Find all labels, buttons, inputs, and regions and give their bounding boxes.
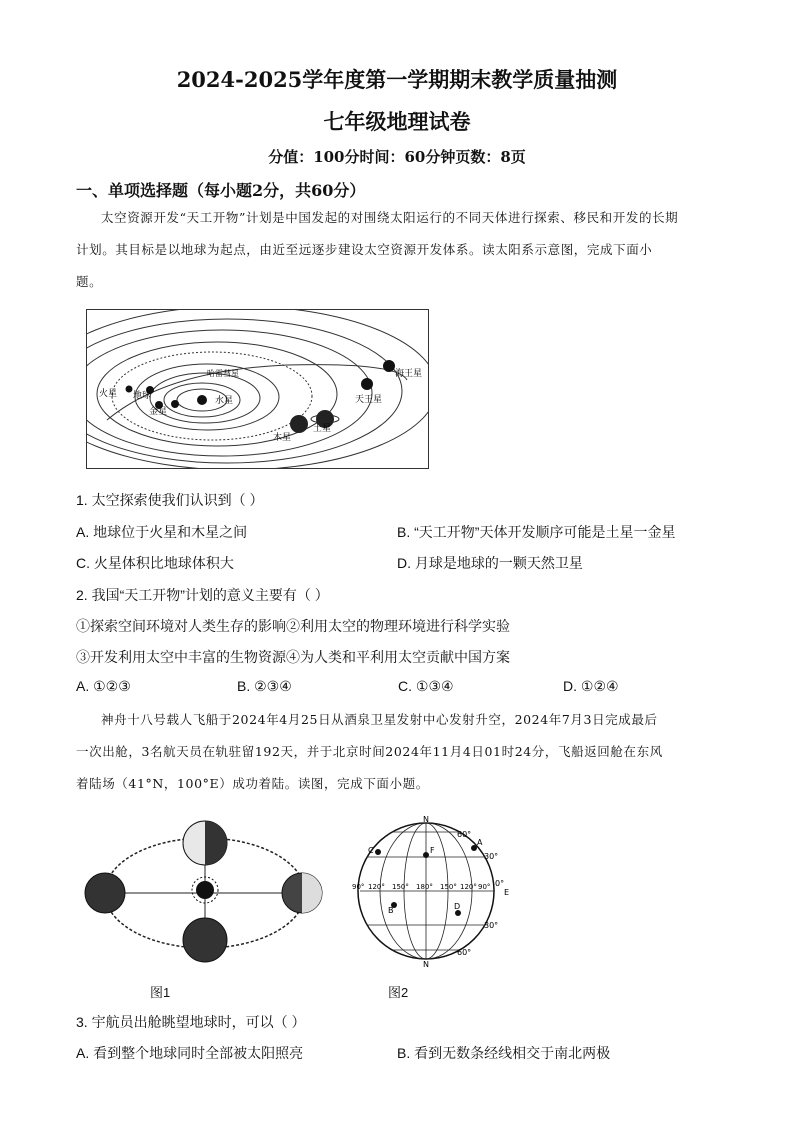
question-1-stem: 1. 太空探索使我们认识到（ ） [76,492,264,508]
q1-option-c[interactable]: C. 火星体积比地球体积大 [76,555,234,571]
globe-lon-label: 120° [460,883,477,891]
question-2-statement: ①探索空间环境对人类生存的影响②利用太空的物理环境进行科学实验 [76,618,510,634]
mars-dot [126,386,133,393]
passage-2-line: 着陆场（41°N，100°E）成功着陆。读图，完成下面小题。 [76,776,429,791]
passage-1-line: 计划。其目标是以地球为起点，由近至远逐步建设太空资源开发体系。读太阳系示意图，完成下面小 [76,242,653,257]
q1-option-d[interactable]: D. 月球是地球的一颗天然卫星 [397,555,583,571]
globe-lat-label: 60° [457,948,472,957]
globe-lat-label: 30° [484,921,499,930]
globe-lon-label: 150° [392,883,409,891]
mercury-label: 水星 [215,396,234,406]
q2-option-a[interactable]: A. ①②③ [76,678,131,694]
question-3-stem: 3. 宇航员出舱眺望地球时，可以（ ） [76,1014,306,1030]
exam-subtitle: 七年级地理试卷 [323,109,471,134]
point-c-label: C [368,846,374,855]
exam-meta: 分值：100分时间：60分钟页数：8页 [268,148,526,166]
point-b-label: B [388,906,394,915]
neptune-label: 海王星 [395,369,423,379]
q2-option-c[interactable]: C. ①③④ [398,678,454,694]
venus-label: 金星 [149,407,168,417]
solar-system-figure [86,309,429,469]
point-f-label: F [430,846,435,855]
q1-option-b[interactable]: B. “天工开物”天体开发顺序可能是土星一金星 [397,524,676,540]
passage-2 [76,704,720,800]
saturn-label: 土星 [313,424,332,434]
globe-lat-label: 0° [495,879,505,888]
question-2-stem: 2. 我国“天工开物”计划的意义主要有（ ） [76,587,329,603]
q2-option-b[interactable]: B. ②③④ [237,678,292,694]
globe-lon-label: 150° [440,883,457,891]
figure-2-caption: 图2 [388,985,409,1000]
exam-title: 2024-2025学年度第一学期期末教学质量抽测 [176,67,618,92]
globe-n-top: N [423,815,429,824]
earth-label: 地球 [133,391,152,401]
globe-lat-label: 30° [484,852,499,861]
globe-n-bottom: N [423,960,429,967]
comet-label: 哈雷彗星 [207,369,239,378]
neptune-dot [383,360,395,372]
mars-label: 火星 [99,389,118,399]
figure-1-revolution [80,815,330,975]
uranus-label: 天王星 [355,395,383,405]
mercury-dot [171,400,179,408]
point-d-label: D [454,902,461,911]
passage-2-line: 神舟十八号载人飞船于2024年4月25日从酒泉卫星发射中心发射升空，2024年7月3日完成最后 [101,712,658,727]
globe-lat-label: 60° [457,830,472,839]
figure-2-globe [352,815,517,967]
globe-lon-label: 90° [352,883,365,891]
q3-option-a[interactable]: A. 看到整个地球同时全部被太阳照亮 [76,1045,304,1061]
globe-e-label: E [504,888,510,897]
jupiter-label: 木星 [273,433,292,443]
globe-lon-label: 120° [368,883,385,891]
q1-option-a[interactable]: A. 地球位于火星和木星之间 [76,524,248,540]
figure-1-caption: 图1 [150,985,171,1000]
globe-lon-label: 90° [478,883,491,891]
question-2-statement: ③开发利用太空中丰富的生物资源④为人类和平利用太空贡献中国方案 [76,649,510,665]
earth-revolution-diagram [80,815,330,975]
jupiter-dot [290,415,308,433]
globe-grid-diagram [352,815,517,967]
globe-lon-label: 180° [416,883,433,891]
uranus-dot [361,378,373,390]
section-heading: 一、单项选择题（每小题2分，共60分） [76,181,366,200]
passage-1 [76,202,720,298]
point-a-label: A [477,838,483,847]
solar-system-diagram [87,310,428,468]
q3-option-b[interactable]: B. 看到无数条经线相交于南北两极 [397,1045,611,1061]
passage-1-line: 题。 [76,274,103,289]
passage-2-line: 一次出舱，3名航天员在轨驻留192天，并于北京时间2024年11月4日01时24分，飞船返回舱在东风 [76,744,663,759]
passage-1-line: 太空资源开发“天工开物”计划是中国发起的对围绕太阳运行的不同天体进行探索、移民和开发的长期 [101,210,679,225]
sun-icon [197,395,207,405]
q2-option-d[interactable]: D. ①②④ [563,678,619,694]
